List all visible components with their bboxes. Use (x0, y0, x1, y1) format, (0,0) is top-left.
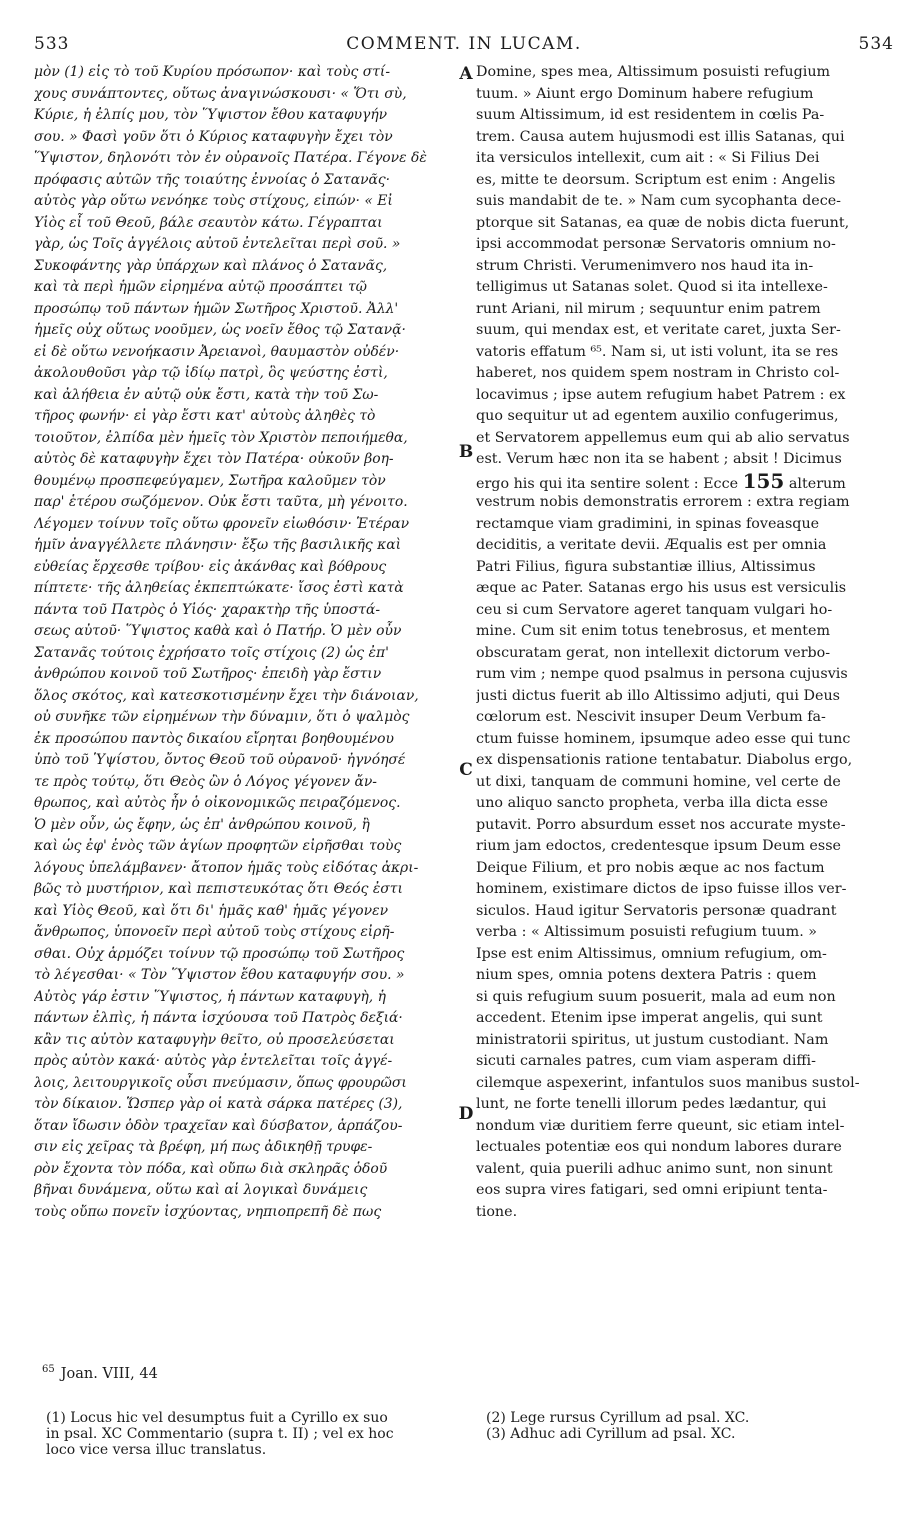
greek-text-line: ἡμῖν ἀναγγέλλετε πλάνησιν· ἔξω τῆς βασιλικῆς καὶ (34, 537, 402, 553)
latin-text-line: lectuales potentiæ eos qui nondum labores durare (476, 1139, 842, 1155)
latin-text-line: justi dictus fuerit ab illo Altissimo adjuti, qui Deus (476, 687, 840, 704)
greek-text-line: ἀνθρώπου κοινοῦ τοῦ Σωτῆρος· ἐπειδὴ γὰρ ἔστιν (34, 666, 382, 682)
latin-text-line: ita versiculos intellexit, cum ait : « Si Filius Dei (476, 150, 820, 166)
greek-text-line: ρὸν ἔχοντα τὸν πόδα, καὶ οὔπω διὰ σκληρᾶς ὁδοῦ (34, 1160, 388, 1177)
latin-text-line: Patri Filius, figura substantiæ illius, Altissimus (476, 558, 816, 575)
latin-text-line: Deique Filium, et pro nobis æque ac nos factum (476, 859, 825, 876)
left-page-number: 533 (34, 34, 70, 54)
greek-text-line: Υἱὸς εἶ τοῦ Θεοῦ, βάλε σεαυτὸν κάτω. Γέγραπται (34, 214, 383, 231)
latin-text-line: Ipse est enim Altissimus, omnium refugium, om- (476, 945, 827, 962)
latin-text-line: sicuti carnales patres, cum viam asperam diffi- (476, 1053, 816, 1069)
latin-text-line: rectamque viam gradimini, in spinas foveasque (476, 515, 820, 532)
greek-text-line: σθαι. Οὐχ ἁρμόζει τοίνυν τῷ προσώπῳ τοῦ Σωτῆρος (34, 945, 405, 962)
latin-text-line: ctum fuisse hominem, ipsumque adeo esse qui tunc (476, 730, 851, 747)
latin-text-line: ex dispensationis ratione tentabatur. Diabolus ergo, (476, 752, 853, 768)
latin-text-line: ergo his qui ita sentire solent : Ecce 155 alterum (476, 470, 846, 492)
greek-text-line: παρ' ἑτέρου σωζόμενον. Οὐκ ἔστι ταῦτα, μὴ γένοιτο. (34, 494, 408, 510)
footnote-line: loco vice versa illuc translatus. (46, 1442, 267, 1458)
greek-text-line: αὐτὸς δὲ καταφυγὴν ἔχει τὸν Πατέρα· οὐκοῦν βοη- (34, 451, 394, 467)
latin-text-line: accedent. Etenim ipse imperat angelis, qui sunt (476, 1010, 823, 1026)
greek-text-line: καὶ ὡς ἐφ' ἑνὸς τῶν ἁγίων προφητῶν εἰρῆσθαι τοὺς (34, 838, 402, 854)
greek-text-line: τοιοῦτον, ἐλπίδα μὲν ἡμεῖς τὸν Χριστὸν πεποιήμεθα, (34, 429, 408, 446)
greek-text-line: Ὁ μὲν οὖν, ὡς ἔφην, ὡς ἐπ' ἀνθρώπου κοινοῦ, ἢ (34, 816, 370, 833)
latin-text-line: cœlorum est. Nescivit insuper Deum Verbum fa- (476, 709, 826, 725)
greek-text-line: σου. » Φασὶ γοῦν ὅτι ὁ Κύριος καταφυγὴν ἔχει τὸν (34, 128, 393, 145)
latin-text-line: strum Christi. Verumenimvero nos haud ita in- (476, 257, 814, 274)
greek-text-line: γὰρ, ὡς Τοῖς ἀγγέλοις αὐτοῦ ἐντελεῖται περὶ σοῦ. » (34, 236, 401, 252)
greek-text-line: εἰ δὲ οὕτω νενοήκασιν Ἀρειανοὶ, θαυμαστὸν οὐδέν· (34, 343, 400, 360)
latin-text-line: ipsi accommodat personæ Servatoris omnium no- (476, 236, 836, 252)
greek-text-line: τοὺς οὔπω πονεῖν ἰσχύοντας, νηπιοπρεπῆ δὲ πως (34, 1203, 382, 1220)
greek-text-line: ἡμεῖς οὐχ οὕτως νοοῦμεν, ὡς νοεῖν ἔθος τῷ Σατανᾷ· (34, 322, 406, 338)
section-marker-c: C (459, 760, 473, 780)
greek-text-line: πρὸς αὐτὸν κακά· αὐτὸς γὰρ ἐντελεῖται τοῖς ἀγγέ- (34, 1053, 393, 1069)
latin-text-line: eos supra vires fatigari, sed omni eripiunt tenta- (476, 1182, 828, 1198)
footnote-line: in psal. XC Commentario (supra t. II) ; vel ex hoc (46, 1426, 394, 1442)
greek-text-line: αὐτὸς γὰρ οὕτω νενόηκε τοὺς στίχους, εἰπών· « Εἰ (34, 193, 393, 209)
latin-text-line: siculos. Haud igitur Servatoris personæ quadrant (476, 902, 837, 919)
latin-text-line: uno aliquo sancto propheta, verba illa dicta esse (476, 795, 829, 811)
right-page-number: 534 (858, 34, 894, 54)
greek-text-line: ἄνθρωπος, ὑπονοεῖν περὶ αὐτοῦ τοὺς στίχους εἰρῆ- (34, 924, 395, 940)
section-marker-d: D (458, 1104, 474, 1124)
greek-text-line: ἀκολουθοῦσι γὰρ τῷ ἰδίῳ πατρὶ, ὃς ψεύστης ἐστὶ, (34, 365, 388, 381)
latin-text-line: runt Ariani, nil mirum ; sequuntur enim patrem (476, 300, 821, 317)
latin-text-line: tione. (476, 1203, 518, 1220)
footnotes-right (486, 1410, 886, 1442)
greek-text-line: οὐ συνῆκε τῶν εἰρημένων τὴν δύναμιν, ὅτι ὁ ψαλμὸς (34, 709, 410, 725)
greek-text-line: Ὕψιστον, δηλονότι τὸν ἐν οὐρανοῖς Πατέρα. Γέγονε δὲ (34, 150, 427, 166)
greek-text-line: λοις, λειτουργικοῖς οὖσι πνεύμασιν, ὅπως φρουρῶσι (34, 1074, 407, 1091)
greek-text-line: καὶ Υἱὸς Θεοῦ, καὶ ὅτι δι' ἡμᾶς καθ' ἡμᾶς γέγονεν (34, 902, 389, 919)
latin-text-line: locavimus ; ipse autem refugium habet Patrem : ex (476, 386, 846, 403)
greek-text-line: Λέγομεν τοίνυν τοῖς οὕτω φρονεῖν εἰωθόσιν· Ἑτέραν (34, 515, 410, 532)
latin-text-line: deciditis, a veritate devii. Æqualis est per omnia (476, 537, 827, 553)
greek-text-line: ὑπὸ τοῦ Ὑψίστου, ὄντος Θεοῦ τοῦ οὐρανοῦ· ἠγνόησέ (34, 752, 406, 768)
latin-text-line: suum Altissimum, id est residentem in cœlis Pa- (476, 107, 825, 123)
footnote-line: (3) Adhuc adi Cyrillum ad psal. XC. (486, 1426, 736, 1442)
latin-text-line: si quis refugium suum posuerit, mala ad eum non (476, 988, 836, 1005)
greek-text-line: βῶς τὸ μυστήριον, καὶ πεπιστευκότας ὅτι Θεός ἐστι (34, 881, 403, 897)
latin-text-line: verba : « Altissimum posuisti refugium tuum. » (476, 924, 818, 940)
greek-text-line: θρωπος, καὶ αὐτὸς ἦν ὁ οἰκονομικῶς πειραζόμενος. (34, 795, 401, 811)
greek-text-line: τὸ λέγεσθαι· « Τὸν Ὕψιστον ἔθου καταφυγήν σου. » (34, 967, 405, 983)
greek-text-line: εὐθείας ἔρχεσθε τρίβου· εἰς ἀκάνθας καὶ βόθρους (34, 558, 387, 575)
greek-text-line: βῆναι δυνάμενα, οὕτω καὶ αἱ λογικαὶ δυνάμεις (34, 1182, 368, 1198)
latin-text-line: putavit. Porro absurdum esset nos accurate myste- (476, 816, 846, 833)
latin-text-line: obscuratam gerat, non intellexit dictorum verbo- (476, 644, 831, 661)
latin-text-line: vestrum nobis demonstratis errorem : extra regiam (476, 494, 850, 510)
greek-text-line: σεως αὐτοῦ· Ὕψιστος καθὰ καὶ ὁ Πατήρ. Ὁ μὲν οὖν (34, 623, 402, 639)
greek-text-line: καὶ τὰ περὶ ἡμῶν εἰρημένα αὐτῷ προσάπτει τῷ (34, 279, 368, 295)
latin-text-line: suum, qui mendax est, et veritate caret, juxta Ser- (476, 322, 841, 338)
greek-text-line: πάντα τοῦ Πατρὸς ὁ Υἱός· χαρακτὴρ τῆς ὑποστά- (34, 601, 381, 618)
greek-text-line: τε πρὸς τούτῳ, ὅτι Θεὸς ὢν ὁ Λόγος γέγονεν ἄν- (34, 773, 377, 790)
greek-text-line: χους συνάπτοντες, οὕτως ἀναγινώσκουσι· « Ὅτι σὺ, (34, 85, 407, 102)
greek-text-line: πίπτετε· τῆς ἀληθείας ἐκπεπτώκατε· ἴσος ἐστὶ κατὰ (34, 580, 404, 596)
latin-text-line: ut dixi, tanquam de communi homine, vel certe de (476, 773, 841, 790)
footnotes-left (46, 1410, 450, 1458)
greek-text-line: Αὐτὸς γάρ ἐστιν Ὕψιστος, ἡ πάντων καταφυγὴ, ἡ (34, 988, 386, 1005)
scripture-reference (42, 1364, 158, 1382)
greek-text-line: σιν εἰς χεῖρας τὰ βρέφη, μή πως ἀδικηθῇ τρυφε- (34, 1139, 373, 1155)
latin-text-line: trem. Causa autem hujusmodi est illis Satanas, qui (476, 128, 845, 145)
running-title: COMMENT. IN LUCAM. (346, 34, 582, 54)
latin-text-line: et Servatorem appellemus eum qui ab alio servatus (476, 429, 850, 446)
latin-text-line: rum vim ; nempe quod psalmus in persona cujusvis (476, 666, 848, 682)
latin-text-line: lunt, ne forte tenelli illorum pedes lædantur, qui (476, 1096, 827, 1112)
latin-text-line: tuum. » Aiunt ergo Dominum habere refugium (476, 85, 814, 102)
latin-text-line: est. Verum hæc non ita se habent ; absit ! Dicimus (476, 451, 842, 467)
greek-text-line: καὶ ἀλήθεια ἐν αὐτῷ οὐκ ἔστι, κατὰ τὴν τοῦ Σω- (34, 386, 379, 403)
greek-text-line: ἐκ προσώπου παντὸς δικαίου εἴρηται βοηθουμένου (34, 730, 394, 747)
margin-number: 155 (742, 470, 785, 492)
greek-text-line: τῆρος φωνήν· εἰ γὰρ ἔστι κατ' αὐτοὺς ἀληθὲς τὸ (34, 408, 376, 424)
latin-text-line: ceu si cum Servatore ageret tanquam vulgari ho- (476, 601, 833, 618)
greek-text-line: πάντων ἐλπὶς, ἡ πάντα ἰσχύουσα τοῦ Πατρὸς δεξιά· (34, 1010, 403, 1026)
latin-text-line: nondum viæ duritiem ferre queunt, sic etiam intel- (476, 1117, 845, 1134)
section-marker-b: B (458, 442, 474, 462)
greek-text-line: ὅταν ἴδωσιν ὁδὸν τραχεῖαν καὶ δύσβατον, ἁρπάζου- (34, 1117, 403, 1134)
latin-text-line: æque ac Pater. Satanas ergo his usus est versiculis (476, 580, 847, 596)
latin-text-line: telligimus ut Satanas solet. Quod si ita intellexe- (476, 279, 828, 295)
latin-text-line: rium jam edoctos, credentesque ipsum Deum esse (476, 838, 842, 854)
latin-column (476, 62, 896, 1223)
latin-text-line: hominem, existimare dictos de ipso fuisse illos ver- (476, 881, 847, 897)
scripture-reference-text: Joan. VIII, 44 (60, 1365, 158, 1382)
latin-text-line: vatoris effatum ⁶⁵. Nam si, ut isti volunt, ita se res (476, 343, 839, 360)
greek-column (34, 62, 456, 1223)
latin-text-line: ptorque sit Satanas, ea quæ de nobis dicta fuerunt, (476, 214, 850, 231)
footnote-line: (2) Lege rursus Cyrillum ad psal. XC. (486, 1410, 750, 1426)
latin-text-line: valent, quia puerili adhuc animo sunt, non sinunt (476, 1160, 833, 1177)
running-header (34, 34, 894, 58)
latin-text-line: Domine, spes mea, Altissimum posuisti refugium (476, 64, 831, 80)
greek-text-line: ὅλος σκότος, καὶ κατεσκοτισμένην ἔχει τὴν διάνοιαν, (34, 687, 419, 704)
greek-text-line: Σατανᾶς τούτοις ἐχρήσατο τοῖς στίχοις (2) ὡς ἐπ' (34, 644, 389, 661)
latin-text-line: ministratorii spiritus, ut justum custodiant. Nam (476, 1031, 829, 1048)
latin-text-line: suis mandabit de te. » Nam cum sycophanta dece- (476, 193, 842, 209)
greek-text-line: τὸν δίκαιον. Ὥσπερ γὰρ οἱ κατὰ σάρκα πατέρες (3), (34, 1096, 403, 1112)
scripture-reference-mark: 65 (42, 1364, 55, 1375)
latin-text-line: mine. Cum sit enim totus tenebrosus, et mentem (476, 623, 831, 639)
greek-text-line: λόγους ὑπελάμβανεν· ἄτοπον ἡμᾶς τοὺς εἰδότας ἀκρι- (34, 859, 419, 876)
greek-text-line: κἂν τις αὐτὸν καταφυγὴν θεῖτο, οὐ προσελεύσεται (34, 1031, 395, 1048)
greek-text-line: θουμένῳ προσπεφεύγαμεν, Σωτῆρα καλοῦμεν τὸν (34, 472, 386, 489)
latin-text-line: quo sequitur ut ad egentem auxilio confugerimus, (476, 408, 839, 424)
latin-text-line: haberet, nos quidem spem nostram in Christo col- (476, 365, 840, 381)
latin-text-line: cilemque aspexerint, infantulos suos manibus sustol- (476, 1074, 860, 1091)
footnote-line: (1) Locus hic vel desumptus fuit a Cyrillo ex suo (46, 1410, 388, 1426)
greek-text-line: πρόφασις αὐτῶν τῆς τοιαύτης ἐννοίας ὁ Σατανᾶς· (34, 171, 391, 188)
section-marker-a: A (459, 64, 473, 84)
latin-text-line: es, mitte te deorsum. Scriptum est enim : Angelis (476, 171, 836, 188)
latin-text-line: nium spes, omnia potens dextera Patris : quem (476, 967, 817, 983)
greek-text-line: προσώπῳ τοῦ πάντων ἡμῶν Σωτῆρος Χριστοῦ. Ἀλλ' (34, 300, 399, 317)
greek-text-line: Κύριε, ἡ ἐλπίς μου, τὸν Ὕψιστον ἔθου καταφυγήν (34, 107, 388, 123)
greek-text-line: μὸν (1) εἰς τὸ τοῦ Κυρίου πρόσωπον· καὶ τοὺς στί- (34, 64, 391, 80)
greek-text-line: Συκοφάντης γὰρ ὑπάρχων καὶ πλάνος ὁ Σατανᾶς, (34, 257, 388, 274)
